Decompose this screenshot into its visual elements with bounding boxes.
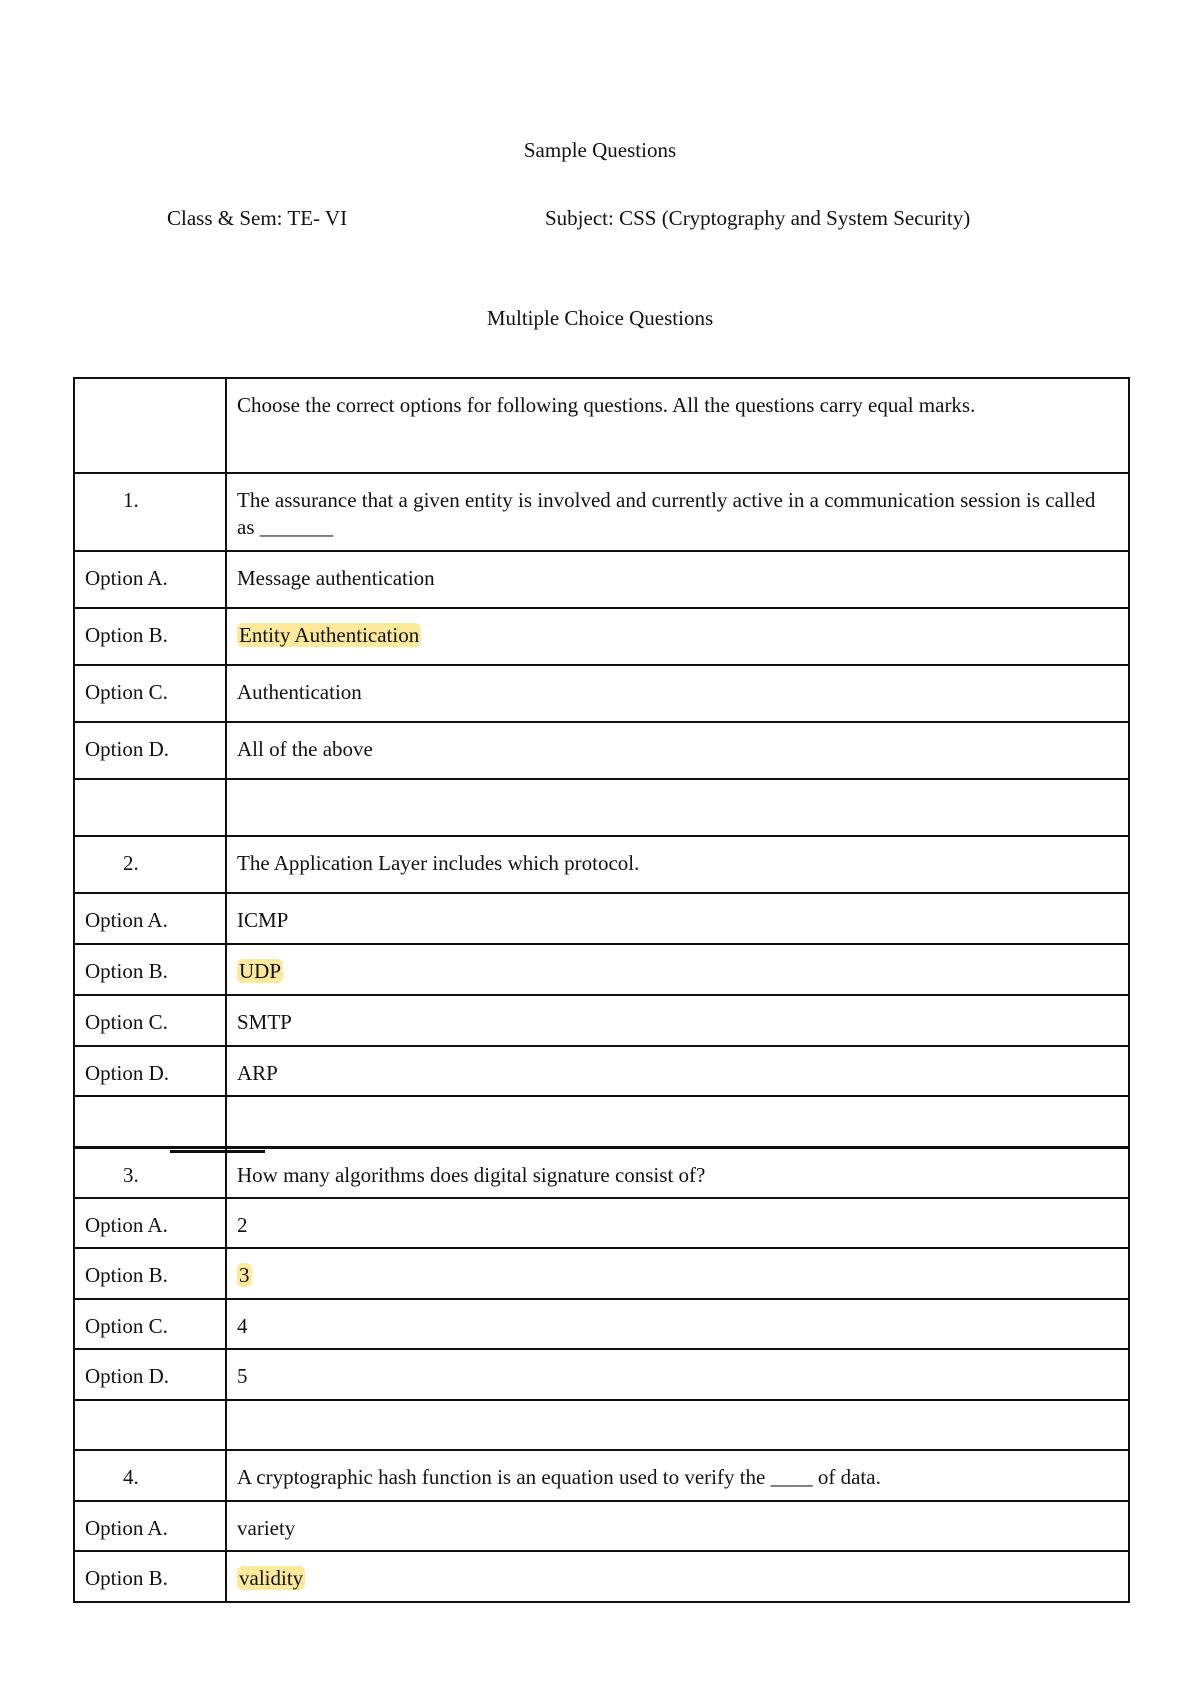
option-label: Option B. — [74, 944, 226, 995]
option-row — [74, 893, 1129, 944]
option-row — [74, 1198, 1129, 1248]
question-text: The Application Layer includes which protocol. — [226, 836, 1129, 893]
option-label: Option C. — [74, 995, 226, 1046]
option-text: SMTP — [226, 995, 1129, 1046]
option-text: 2 — [226, 1198, 1129, 1248]
question-number: 2. — [74, 836, 226, 893]
option-row — [74, 722, 1129, 779]
option-row — [74, 1551, 1129, 1602]
option-text-correct — [226, 944, 1129, 995]
option-text: 4 — [226, 1299, 1129, 1349]
instructions-row — [74, 378, 1129, 473]
highlighted-answer: UDP — [239, 959, 282, 983]
option-text-correct — [226, 1248, 1129, 1299]
instructions-label-cell — [74, 378, 226, 473]
option-row — [74, 995, 1129, 1046]
empty-cell — [226, 779, 1129, 836]
option-text: 5 — [226, 1349, 1129, 1400]
question-row — [74, 836, 1129, 893]
option-row — [74, 1349, 1129, 1400]
option-label: Option B. — [74, 1551, 226, 1602]
stray-rule-line — [170, 1150, 265, 1153]
option-row — [74, 1046, 1129, 1096]
page-title: Sample Questions — [523, 138, 677, 162]
question-text: How many algorithms does digital signature consist of? — [226, 1147, 1129, 1198]
option-row — [74, 944, 1129, 995]
questions-table — [73, 377, 1130, 1603]
option-text: Authentication — [226, 665, 1129, 722]
section-title: Multiple Choice Questions — [486, 306, 714, 330]
spacer-row — [74, 1400, 1129, 1450]
option-label: Option B. — [74, 608, 226, 665]
option-text-correct — [226, 1551, 1129, 1602]
highlighted-answer: 3 — [239, 1263, 250, 1287]
option-label: Option A. — [74, 893, 226, 944]
question-text: The assurance that a given entity is involved and currently active in a communication session is called as _______ — [226, 473, 1129, 551]
option-row — [74, 608, 1129, 665]
question-number: 4. — [74, 1450, 226, 1501]
option-text: Message authentication — [226, 551, 1129, 608]
option-label: Option A. — [74, 1501, 226, 1551]
class-sem-label: Class & Sem: TE- VI — [167, 206, 348, 230]
highlighted-answer: Entity Authentication — [239, 623, 420, 647]
empty-cell — [226, 1400, 1129, 1450]
option-label: Option D. — [74, 1046, 226, 1096]
empty-cell — [74, 1400, 226, 1450]
empty-cell — [74, 1096, 226, 1147]
instructions-text: Choose the correct options for following questions. All the questions carry equal marks. — [226, 378, 1129, 473]
empty-cell — [226, 1096, 1129, 1147]
empty-cell — [74, 779, 226, 836]
option-label: Option C. — [74, 1299, 226, 1349]
subject-label: Subject: CSS (Cryptography and System Security) — [545, 206, 971, 230]
option-row — [74, 1299, 1129, 1349]
question-text: A cryptographic hash function is an equation used to verify the ____ of data. — [226, 1450, 1129, 1501]
option-label: Option B. — [74, 1248, 226, 1299]
option-row — [74, 665, 1129, 722]
question-row — [74, 1450, 1129, 1501]
option-text: variety — [226, 1501, 1129, 1551]
question-row — [74, 1147, 1129, 1198]
option-row — [74, 1248, 1129, 1299]
option-row — [74, 1501, 1129, 1551]
spacer-row — [74, 779, 1129, 836]
option-text-correct — [226, 608, 1129, 665]
option-label: Option A. — [74, 1198, 226, 1248]
option-text: All of the above — [226, 722, 1129, 779]
question-number: 1. — [74, 473, 226, 551]
option-text: ARP — [226, 1046, 1129, 1096]
option-label: Option A. — [74, 551, 226, 608]
highlighted-answer: validity — [239, 1566, 304, 1590]
option-label: Option D. — [74, 1349, 226, 1400]
option-row — [74, 551, 1129, 608]
spacer-row — [74, 1096, 1129, 1147]
option-text: ICMP — [226, 893, 1129, 944]
question-number: 3. — [74, 1147, 226, 1198]
option-label: Option D. — [74, 722, 226, 779]
question-row — [74, 473, 1129, 551]
option-label: Option C. — [74, 665, 226, 722]
